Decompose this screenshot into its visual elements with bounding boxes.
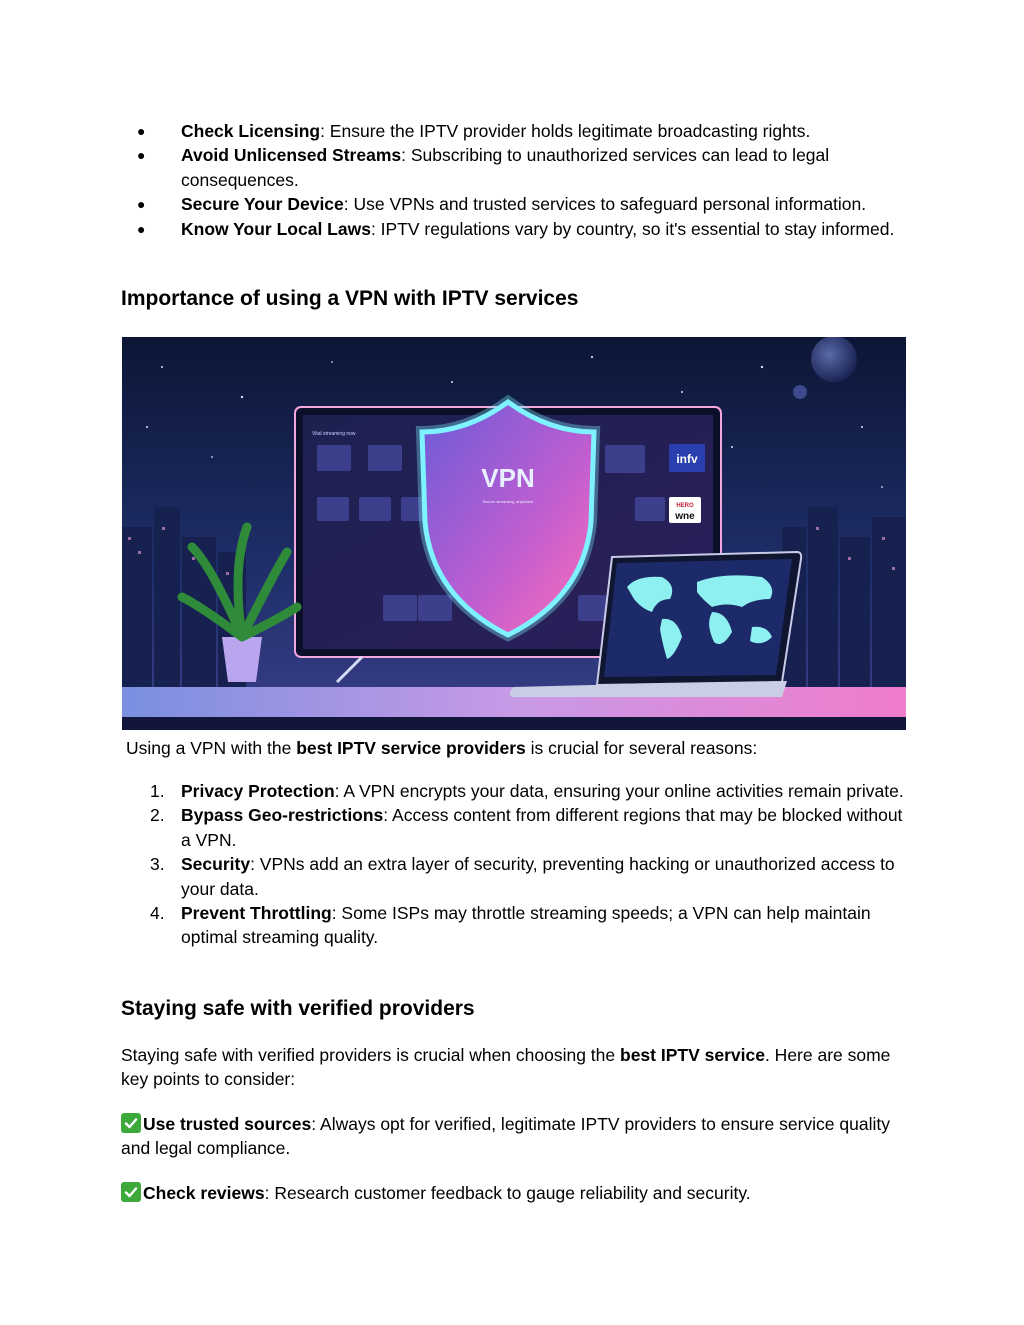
item-term: Prevent Throttling [181,903,332,924]
tip-term: Check reviews [143,1183,265,1203]
item-term: Security [181,854,251,875]
item-text: : IPTV regulations vary by country, so it's essential to stay informed. [370,218,895,239]
tip-paragraph [121,1181,901,1205]
item-term: Secure Your Device [181,194,344,215]
list-item: ● Avoid Unlicensed Streams: Subscribing to unauthorized services can lead to legal consequences. [137,145,830,190]
item-text: : Use VPNs and trusted services to safeguard personal information. [343,194,867,215]
check-mark-icon [121,1182,141,1202]
item-term: Privacy Protection [181,781,335,801]
legal-tips-list [132,119,912,241]
item-text: : Subscribing to unauthorized services can lead to legal consequences. [181,145,830,190]
item-text: : Ensure the IPTV provider holds legitimate broadcasting rights. [320,121,811,141]
item-term: Avoid Unlicensed Streams [181,145,402,166]
link-text: best IPTV service [620,1045,765,1065]
safe-intro-text: Staying safe with verified providers is crucial when choosing the best IPTV service. Here are some key points to consider: [121,1045,891,1090]
moon [811,337,857,382]
channel-logo-text: wne [675,511,695,522]
item-text: : Some ISPs may throttle streaming speeds; a VPN can help maintain optimal streaming quality. [181,903,871,948]
link-text: best IPTV service providers [296,738,526,758]
section-heading-vpn: Importance of using a VPN with IPTV services [121,287,579,310]
item-term: Bypass Geo-restrictions [181,805,384,826]
tv-header-text: Vital streaming now [312,431,356,437]
list-item: ● Secure Your Device: Use VPNs and trusted services to safeguard personal information. [137,194,867,215]
item-term: Know Your Local Laws [181,218,371,239]
shield-sublabel: Secure streaming, anywhere [482,499,534,504]
item-text: : A VPN encrypts your data, ensuring your online activities remain private. [334,781,904,801]
section-heading-safe: Staying safe with verified providers [121,997,475,1020]
tip-text: : Always opt for verified, legitimate IPTV providers to ensure service quality and legal compliance. [121,1114,890,1159]
list-item: 2. Bypass Geo-restrictions: Access content from different regions that may be blocked without a VPN. [150,805,903,850]
item-term: Check Licensing [181,121,321,141]
list-item: 3. Security: VPNs add an extra layer of security, preventing hacking or unauthorized access to your data. [150,854,895,899]
item-text: : Access content from different regions that may be blocked without a VPN. [181,805,903,850]
item-text: : VPNs add an extra layer of security, preventing hacking or unauthorized access to your data. [181,854,895,899]
channel-logo-text: HERO [676,503,694,509]
check-mark-icon [121,1113,141,1133]
vpn-reasons-list [132,779,912,950]
tip-text: : Research customer feedback to gauge reliability and security. [264,1183,751,1203]
tip-term: Use trusted sources [143,1114,312,1134]
list-item: 1. Privacy Protection: A VPN encrypts your data, ensuring your online activities remain private. [150,781,904,801]
vpn-intro-text: Using a VPN with the best IPTV service providers is crucial for several reasons: [126,738,758,758]
channel-logo-text: infv [676,452,698,466]
list-item: ● Know Your Local Laws: IPTV regulations vary by country, so it's essential to stay informed. [137,218,895,239]
shield-label: VPN [481,463,535,493]
vpn-hero-illustration [122,337,906,730]
list-item: 4. Prevent Throttling: Some ISPs may throttle streaming speeds; a VPN can help maintain optimal streaming quality. [150,903,871,948]
tip-paragraph [121,1112,901,1161]
list-item: ● Check Licensing: Ensure the IPTV provider holds legitimate broadcasting rights. [137,121,811,141]
